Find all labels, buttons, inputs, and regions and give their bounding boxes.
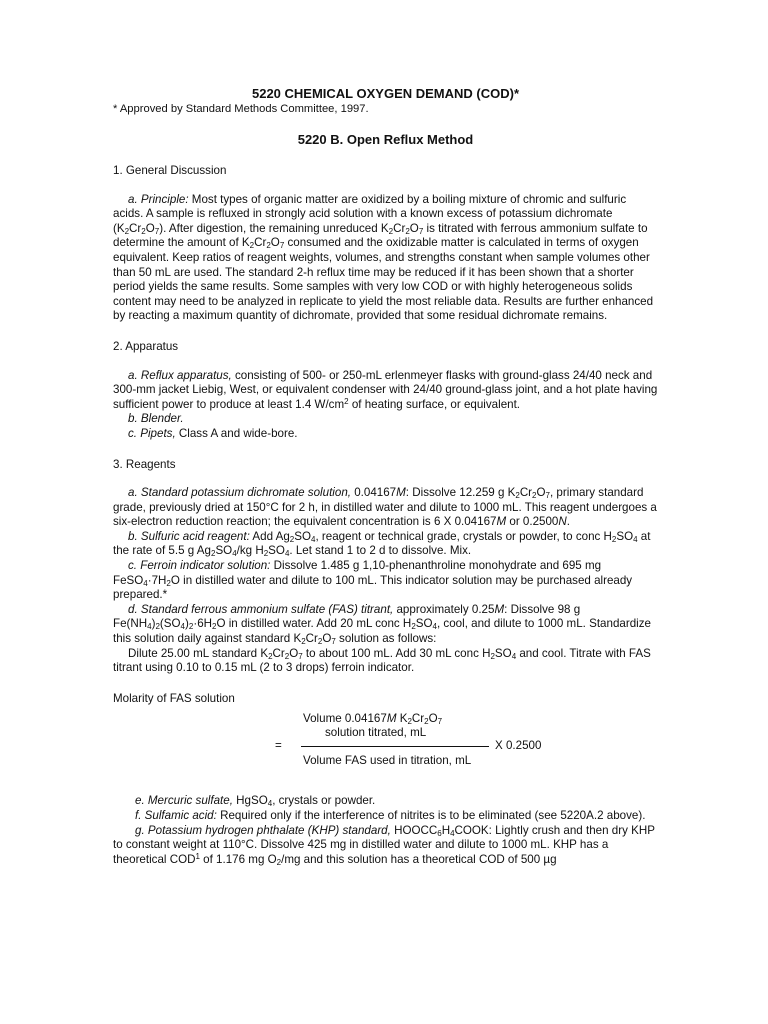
paragraph-sulfuric-acid-reagent: b. Sulfuric acid reagent: Add $Ag_2SO_4$, reagent or technical grade, crystals or powder, to conc $H_2SO_4$ at the rate of 5.5 g $Ag_2SO_4/kg$ $H_2SO_4$. Let stand 1 to 2 d to dissolve. Mix.: [113, 529, 651, 559]
formula-equals: =: [275, 739, 282, 753]
paragraph-dichromate-solution: a. Standard potassium dichromate solution, 0.04167M: Dissolve 12.259 g $K_2Cr_2O_7$, primary standard grade, previously dried at 150°C for 2 h, in distilled water and dilute to 1000 mL. This reagent undergoes a six-electron reduction reaction; the equivalent concentration is 6 X 0.04167M or 0.2500N.: [113, 486, 657, 529]
approval-note: * Approved by Standard Methods Committee, 1997.: [113, 103, 369, 115]
paragraph-ferroin-indicator: c. Ferroin indicator solution: Dissolve 1.485 g 1,10-phenanthroline monohydrate and 695 mg $FeSO_4\cdot 7H_2O$ in distilled water and dilute to 100 mL. This indicator solution may be purchased already prepared.*: [113, 559, 633, 602]
formula-numerator-line2: solution titrated, mL: [325, 726, 427, 740]
method-title: 5220 B. Open Reflux Method: [297, 132, 474, 147]
section-heading-reagents: 3. Reagents: [113, 457, 176, 471]
paragraph-pipets: c. Pipets, Class A and wide-bore.: [128, 426, 298, 440]
formula-denominator: Volume FAS used in titration, mL: [303, 754, 472, 768]
fas-molarity-formula: [113, 712, 658, 778]
section-heading-apparatus: 2. Apparatus: [113, 339, 179, 353]
document-page: [113, 86, 658, 867]
formula-multiplier: X 0.2500: [495, 739, 542, 753]
formula-fraction-bar: [301, 746, 489, 747]
paragraph-reflux-apparatus: a. Reflux apparatus, consisting of 500- or 250-mL erlenmeyer flasks with ground-glass 24/40 neck and 300-mm jacket Liebig, West, or equivalent condenser with 24/40 ground-glass joint, and a hot plate having sufficient power to produce at least 1.4 $W/cm^2$ of heating surface, or equivalent.: [113, 368, 658, 411]
paragraph-fas-titrant: d. Standard ferrous ammonium sulfate (FAS) titrant, approximately 0.25M: Dissolve 98 g $Fe(NH_4)_2(SO_4)_2\cdot 6H_2O$ in distilled water. Add 20 mL conc $H_2SO_4$, cool, and dilute to 1000 mL. Standardize this solution daily against standard $K_2Cr_2O_7$ solution as follows:: [113, 602, 651, 647]
paragraph-standardize-dilute: Dilute 25.00 mL standard $K_2Cr_2O_7$ to about 100 mL. Add 30 mL conc $H_2SO_4$ and cool. Titrate with FAS titrant using 0.10 to 0.15 mL (2 to 3 drops) ferroin indicator.: [113, 646, 651, 675]
paragraph-khp-standard: g. Potassium hydrogen phthalate (KHP) standard, $HOOCC_6H_4COOK$: Lightly crush and then dry KHP to constant weight at 110°C. Dissolve 425 mg in distilled water and dilute to 1000 mL. KHP has a theoretical COD$^1$ of 1.176 mg $O_2/mg$ and this solution has a theoretical COD of 500 µg: [113, 823, 655, 867]
paragraph-sulfamic-acid: f. Sulfamic acid: Required only if the interference of nitrites is to be eliminated (see 5220A.2 above).: [135, 809, 646, 822]
paragraph-principle: a. Principle: Most types of organic matter are oxidized by a boiling mixture of chromic and sulfuric acids. A sample is refluxed in strongly acid solution with a known excess of potassium dichromate $(K_2Cr_2O_7)$. After digestion, the remaining unreduced $K_2Cr_2O_7$ is titrated with ferrous ammonium sulfate to determine the amount of $K_2Cr_2O_7$ consumed and the oxidizable matter is calculated in terms of oxygen equivalent. Keep ratios of reagent weights, volumes, and strengths constant when sample volumes other than 50 mL are used. The standard 2-h reflux time may be reduced if it has been shown that a shorter period yields the same results. Some samples with very low COD or with highly heterogeneous solids content may need to be analyzed in replicate to yield the most reliable data. Results are further enhanced by reacting a maximum quantity of dichromate, provided that some residual dichromate remains.: [113, 192, 654, 323]
label-principle: a. Principle:: [128, 192, 189, 206]
formula-numerator-line1: Volume 0.04167M $K_2Cr_2O_7$: [303, 712, 443, 727]
page-title: 5220 CHEMICAL OXYGEN DEMAND (COD)*: [251, 86, 520, 101]
formula-label: Molarity of FAS solution: [113, 691, 235, 705]
paragraph-blender: b. Blender.: [128, 412, 184, 426]
paragraph-mercuric-sulfate: e. Mercuric sulfate, HgSO$_4$, crystals or powder.: [135, 794, 376, 809]
section-heading-general-discussion: 1. General Discussion: [113, 164, 227, 177]
